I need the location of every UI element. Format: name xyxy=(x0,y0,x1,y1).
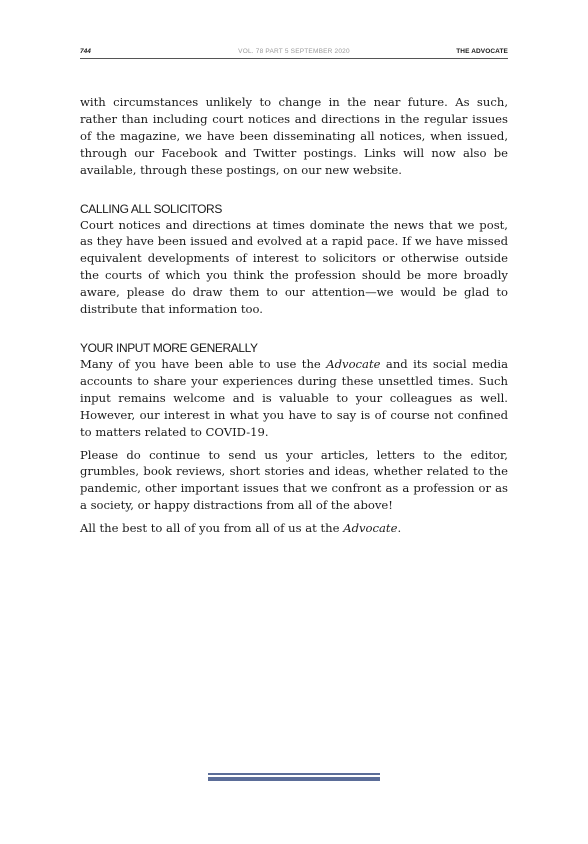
section-heading-your-input: YOUR INPUT MORE GENERALLY xyxy=(80,340,258,355)
section-paragraph: Please do continue to send us your articles, letters to the editor, grumbles, book reviews, short stories and ideas, whether related to the pandemic, other important issues that we confront as a profession or as a society, or happy distractions from all of the above! xyxy=(80,447,508,513)
closing-paragraph xyxy=(80,520,508,537)
header-rule xyxy=(80,58,508,59)
text-run: and its social media accounts to share your experiences during these unsettled times. Such input remains welcome and is valuable to your colleagues as well. However, our interest in what you have to say is of course not confined to matters related to COVID-19. xyxy=(80,356,508,439)
text-run: Many of you have been able to use the xyxy=(80,356,327,371)
section-heading-calling-all-solicitors: CALLING ALL SOLICITORS xyxy=(80,201,222,216)
text-run: All the best to all of you from all of us at the xyxy=(80,521,344,536)
footer-rule-thick xyxy=(208,777,380,781)
running-header xyxy=(80,46,508,58)
intro-paragraph: with circumstances unlikely to change in the near future. As such, rather than including court notices and directions in the regular issues of the magazine, we have been disseminating all notices, when issued, through our Facebook and Twitter postings. Links will now also be available, through these postings, on our new website. xyxy=(80,95,508,177)
section-paragraph: Court notices and directions at times dominate the news that we post, as they have been issued and evolved at a rapid pace. If we have missed equivalent developments of interest to solicitors or otherwise outside the courts of which you think the profession should be more broadly aware, please do draw them to our attention—we would be glad to distribute that information too. xyxy=(80,217,508,317)
magazine-title-italic: Advocate xyxy=(343,521,398,536)
magazine-title-italic: Advocate xyxy=(326,356,381,371)
section-paragraph xyxy=(80,356,508,441)
footer-ornament-rule xyxy=(208,773,380,781)
article-body xyxy=(80,94,508,543)
magazine-name: THE ADVOCATE xyxy=(456,48,508,55)
footer-rule-thin xyxy=(208,773,380,775)
text-run: . xyxy=(397,521,402,536)
volume-info: VOL. 78 PART 5 SEPTEMBER 2020 xyxy=(238,48,350,55)
page-number: 744 xyxy=(80,48,91,55)
